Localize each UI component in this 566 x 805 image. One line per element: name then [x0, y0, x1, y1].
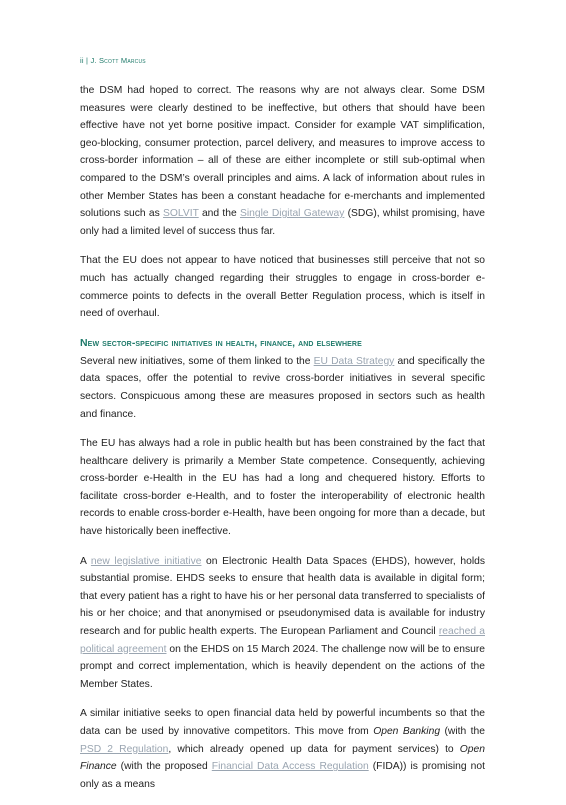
header-separator: |: [83, 56, 91, 65]
link-political-agreement[interactable]: reached a political agreement: [80, 626, 485, 655]
link-psd2-regulation[interactable]: PSD 2 Regulation: [80, 743, 169, 755]
running-header: [80, 56, 146, 65]
author-name: J. Scott Marcus: [90, 56, 146, 65]
text-run: (SDG), whilst promising, have only had a limited level of success thus far.: [80, 208, 485, 237]
text-run: the DSM had hoped to correct. The reasons why are not always clear. Some DSM measures were clearly destined to be ineffective, but others that should have been effective have not yet borne positive impact. Consider for example VAT simplification, geo-blocking, consumer protection, parcel delivery, and measures to improve access to cross-border information – all of these are either incomplete or still sub-optimal when compared to the DSM’s overall principles and aims. A lack of information about rules in other Member States has been a constant headache for e-merchants and implemented solutions such as: [80, 85, 485, 220]
link-single-digital-gateway[interactable]: Single Digital Gateway: [239, 208, 345, 220]
document-body: [80, 82, 485, 805]
page-number: ii: [80, 56, 84, 65]
text-run: on Electronic Health Data Spaces (EHDS), however, holds substantial promise. EHDS seeks to ensure that health data is available in digital form; that every patient has a right to have his or her personal data transferred to specialists of his or her choice; and that anonymised or pseudonymised data is available for industry research and for public health experts. The European Parliament and Council: [80, 555, 485, 638]
link-eu-data-strategy[interactable]: EU Data Strategy: [313, 355, 395, 367]
emphasis-open-finance: Open Finance: [80, 743, 485, 773]
emphasis-open-banking: Open Banking: [373, 726, 441, 737]
paragraph-public-health: The EU has always had a role in public health but has been constrained by the fact that healthcare delivery is primarily a Member State competence. Consequently, achieving cross-border e-Health in the EU has had a long and chequered history. Efforts to facilitate cross-border e-Health, and to foster the interoperability of electronic health records to enable cross-border e-Health, have been ongoing for more than a decade, but have historically been ineffective.: [80, 438, 485, 538]
link-solvit[interactable]: SOLVIT: [163, 208, 199, 220]
text-run: A similar initiative seeks to open financial data held by powerful incumbents so that the data can be used by innovative competitors. This move from: [80, 708, 485, 737]
paragraph-dsm-measures: [80, 82, 485, 240]
text-run: , which already opened up data for payment services) to: [168, 743, 460, 755]
paragraph-new-initiatives: [80, 353, 485, 423]
text-run: (FIDA)) is promising not only as a means: [80, 761, 485, 790]
link-new-legislative-initiative[interactable]: new legislative initiative: [90, 555, 202, 567]
text-run: (with the: [440, 726, 485, 737]
text-run: Several new initiatives, some of them linked to the: [80, 355, 314, 367]
text-run: and the: [198, 208, 240, 220]
link-fida[interactable]: Financial Data Access Regulation: [211, 761, 369, 773]
text-run: (with the proposed: [116, 761, 212, 773]
text-run: A: [80, 555, 91, 567]
paragraph-open-finance: [80, 705, 485, 793]
paragraph-better-regulation: That the EU does not appear to have noticed that businesses still perceive that not so much has actually changed regarding their struggles to engage in cross-border e-commerce points to defects in the overall Better Regulation process, which is itself in need of overhaul.: [80, 255, 485, 320]
text-run: and specifically the data spaces, offer the potential to revive cross-border initiatives in several specific sectors. Conspicuous among these are measures proposed in sectors such as health and finance.: [80, 355, 485, 420]
text-run: on the EHDS on 15 March 2024. The challenge now will be to ensure prompt and correct implementation, which is heavily dependent on the actions of the Member States.: [80, 643, 485, 690]
paragraph-ehds: [80, 553, 485, 694]
section-heading: New sector-specific initiatives in health, finance, and elsewhere: [80, 336, 362, 349]
